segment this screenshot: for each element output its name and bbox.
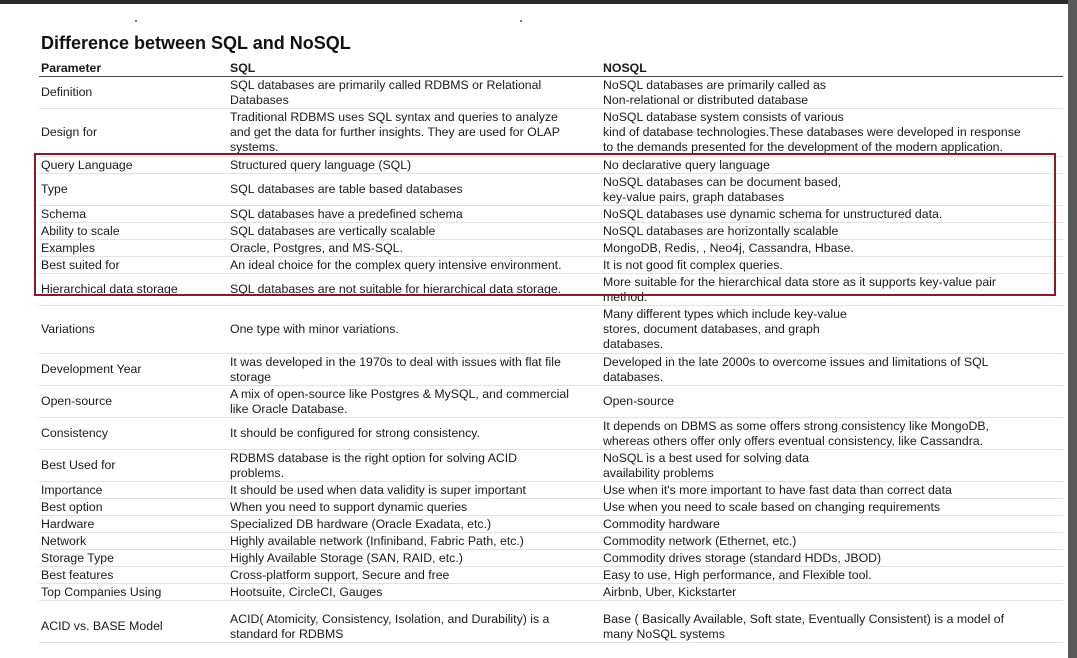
table-row [39,157,1063,174]
cell-parameter: Design for [41,125,98,139]
cell-parameter: Open-source [41,394,113,408]
cell-nosql: NoSQL databases are horizontally scalable [603,223,839,238]
scrollbar[interactable] [1068,0,1077,658]
cell-sql: SQL databases have a predefined schema [230,206,463,221]
cell-parameter: Consistency [41,426,108,440]
table-row [39,499,1063,516]
table-row [39,354,1063,386]
cell-nosql: NoSQL is a best used for solving data availability problems [603,450,809,480]
cell-sql: Structured query language (SQL) [230,157,412,172]
cell-nosql: More suitable for the hierarchical data store as it supports key-value pair method. [603,274,997,304]
table-row [39,174,1063,206]
cell-sql: When you need to support dynamic queries [230,499,468,514]
cell-nosql: It is not good fit complex queries. [603,257,783,272]
cell-parameter: Top Companies Using [41,584,162,599]
table-row [39,77,1063,109]
cell-parameter: Best features [41,567,114,582]
cell-sql: Specialized DB hardware (Oracle Exadata, etc.) [230,516,492,531]
table-row [39,550,1063,567]
header-parameter: Parameter [41,61,102,75]
cell-nosql: Easy to use, High performance, and Flexible tool. [603,567,872,582]
cell-nosql: Use when you need to scale based on changing requirements [603,499,941,514]
cell-nosql: NoSQL databases use dynamic schema for unstructured data. [603,206,943,221]
cell-sql: SQL databases are table based databases [230,182,463,196]
cell-parameter: Ability to scale [41,223,120,238]
cell-sql: SQL databases are not suitable for hierarchical data storage. [230,282,562,296]
cell-parameter: Development Year [41,362,142,376]
table-row [39,206,1063,223]
table-row [39,274,1063,306]
cell-nosql: Commodity hardware [603,516,720,531]
table-row [39,418,1063,450]
table-row [39,516,1063,533]
cell-parameter: Definition [41,85,93,99]
cell-parameter: Hierarchical data storage [41,282,178,296]
cell-sql: RDBMS database is the right option for solving ACID problems. [230,450,518,480]
cell-nosql: Commodity drives storage (standard HDDs, JBOD) [603,550,882,565]
table-row [39,482,1063,499]
cell-sql: Oracle, Postgres, and MS-SQL. [230,240,403,255]
cell-parameter: Schema [41,206,87,221]
cell-parameter: Query Language [41,157,133,172]
cell-nosql: Airbnb, Uber, Kickstarter [603,584,737,599]
table-spacer-row [39,601,1063,611]
table-row [39,533,1063,550]
cell-parameter: Storage Type [41,550,114,565]
cell-sql: Cross-platform support, Secure and free [230,567,450,582]
comparison-table [39,60,1063,643]
cell-sql: ACID( Atomicity, Consistency, Isolation, and Durability) is a standard for RDBMS [230,611,550,641]
cell-nosql: NoSQL database system consists of various kind of database technologies.These databases were developed in response to the demands presented for the development of the modern application. [603,110,1021,154]
table-row [39,450,1063,482]
cell-nosql: No declarative query language [603,157,770,172]
table-row [39,567,1063,584]
cell-sql: A mix of open-source like Postgres & MySQL, and commercial like Oracle Database. [230,386,569,416]
cell-nosql: Open-source [603,394,675,408]
cell-sql: Hootsuite, CircleCI, Gauges [230,584,383,599]
cell-parameter: Best suited for [41,257,120,272]
table-row [39,257,1063,274]
cell-parameter: Network [41,533,87,548]
speck [520,20,522,22]
cell-nosql: Many different types which include key-value stores, document databases, and graph databases. [603,307,847,351]
table-row [39,386,1063,418]
table-row [39,109,1063,157]
cell-sql: SQL databases are vertically scalable [230,223,436,238]
cell-nosql: Commodity network (Ethernet, etc.) [603,533,797,548]
cell-sql: It was developed in the 1970s to deal with issues with flat file storage [230,354,561,384]
page-title: Difference between SQL and NoSQL [41,33,351,53]
cell-sql: One type with minor variations. [230,322,399,336]
table-row [39,223,1063,240]
cell-nosql: MongoDB, Redis, , Neo4j, Cassandra, Hbase. [603,240,854,255]
header-nosql: NOSQL [603,61,647,75]
cell-sql: SQL databases are primarily called RDBMS or Relational Databases [230,77,542,107]
cell-nosql: Developed in the late 2000s to overcome issues and limitations of SQL databases. [603,354,989,384]
cell-nosql: NoSQL databases can be document based, key-value pairs, graph databases [603,174,842,204]
speck [135,20,137,22]
cell-sql: Highly Available Storage (SAN, RAID, etc.) [230,550,463,565]
window-top-border [0,0,1077,4]
cell-parameter: Importance [41,482,103,497]
table-row [39,240,1063,257]
cell-sql: It should be configured for strong consistency. [230,426,480,440]
cell-nosql: Base ( Basically Available, Soft state, Eventually Consistent) is a model of many NoSQL systems [603,611,1004,641]
cell-sql: Highly available network (Infiniband, Fabric Path, etc.) [230,533,524,548]
cell-sql: An ideal choice for the complex query intensive environment. [230,257,562,272]
cell-nosql: NoSQL databases are primarily called as Non-relational or distributed database [603,77,827,107]
cell-parameter: ACID vs. BASE Model [41,619,163,633]
cell-parameter: Best Used for [41,458,116,472]
cell-sql: Traditional RDBMS uses SQL syntax and queries to analyze and get the data for further insights. They are used for OLAP systems. [230,110,560,154]
table-row [39,611,1063,643]
cell-parameter: Best option [41,499,103,514]
cell-parameter: Variations [41,322,95,336]
cell-sql: It should be used when data validity is super important [230,482,526,497]
table-row [39,306,1063,354]
cell-parameter: Hardware [41,516,95,531]
header-sql: SQL [230,61,256,75]
cell-parameter: Examples [41,240,95,255]
cell-nosql: Use when it's more important to have fast data than correct data [603,482,952,497]
table-header-row [39,60,1063,77]
table-row [39,584,1063,601]
cell-nosql: It depends on DBMS as some offers strong consistency like MongoDB, whereas others offer only offers eventual consistency, like Cassandra. [603,418,989,448]
cell-parameter: Type [41,182,68,196]
